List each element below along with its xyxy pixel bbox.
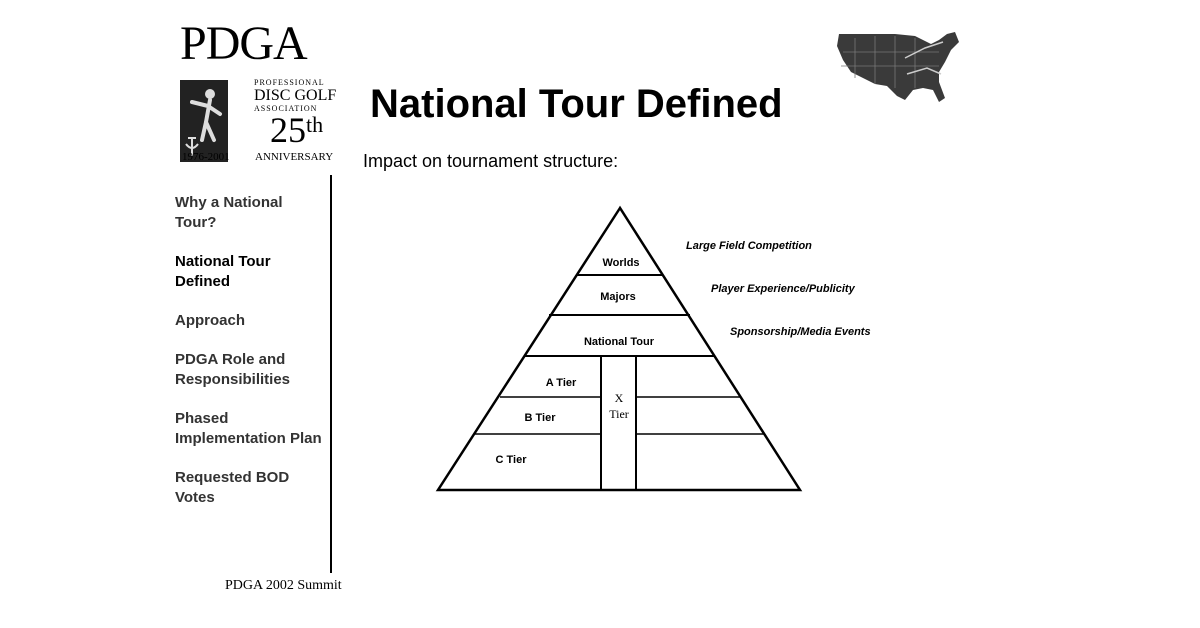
- agenda-item-phased-plan: Phased Implementation Plan: [175, 410, 322, 447]
- logo-association: ASSOCIATION: [254, 104, 318, 113]
- logo-anniversary: ANNIVERSARY: [255, 151, 334, 163]
- tier-national-tour: National Tour: [583, 336, 655, 348]
- logo-professional: PROFESSIONAL: [254, 78, 325, 87]
- tier-x-line1: X: [614, 391, 624, 405]
- agenda-item-national-tour-defined: National Tour Defined: [175, 253, 271, 290]
- agenda-item-pdga-role: PDGA Role and Responsibilities: [175, 351, 291, 388]
- page-subtitle: Impact on tournament structure:: [363, 151, 619, 171]
- logo-25-number: 25: [270, 110, 306, 150]
- logo-years: 1976-2001: [182, 151, 230, 163]
- tier-worlds: Worlds: [602, 257, 640, 269]
- pdga-logo: [178, 18, 353, 168]
- logo-wordmark: PDGA: [180, 17, 307, 70]
- agenda-item-approach: Approach: [175, 312, 246, 329]
- tier-c: C Tier: [495, 454, 527, 466]
- tier-b: B Tier: [524, 412, 556, 424]
- agenda-sidebar: [175, 193, 325, 527]
- note-player-experience: Player Experience/Publicity: [711, 283, 855, 295]
- usa-map-icon: [835, 28, 965, 108]
- note-sponsorship: Sponsorship/Media Events: [730, 326, 871, 338]
- agenda-item-bod-votes: Requested BOD Votes: [175, 469, 290, 506]
- sidebar-divider: [330, 175, 332, 573]
- tier-a: A Tier: [545, 377, 577, 389]
- disc-golfer-icon: [180, 80, 228, 162]
- note-large-field: Large Field Competition: [686, 240, 812, 252]
- agenda-item-why-national-tour: Why a National Tour?: [175, 194, 283, 231]
- logo-25th: [270, 110, 323, 150]
- footer-caption: PDGA 2002 Summit: [225, 578, 342, 593]
- tier-x-line2: Tier: [609, 407, 629, 421]
- page-title: National Tour Defined: [370, 82, 783, 126]
- logo-25-suffix: th: [306, 112, 324, 137]
- logo-disc-golf: DISC GOLF: [254, 87, 337, 104]
- tier-majors: Majors: [600, 291, 636, 303]
